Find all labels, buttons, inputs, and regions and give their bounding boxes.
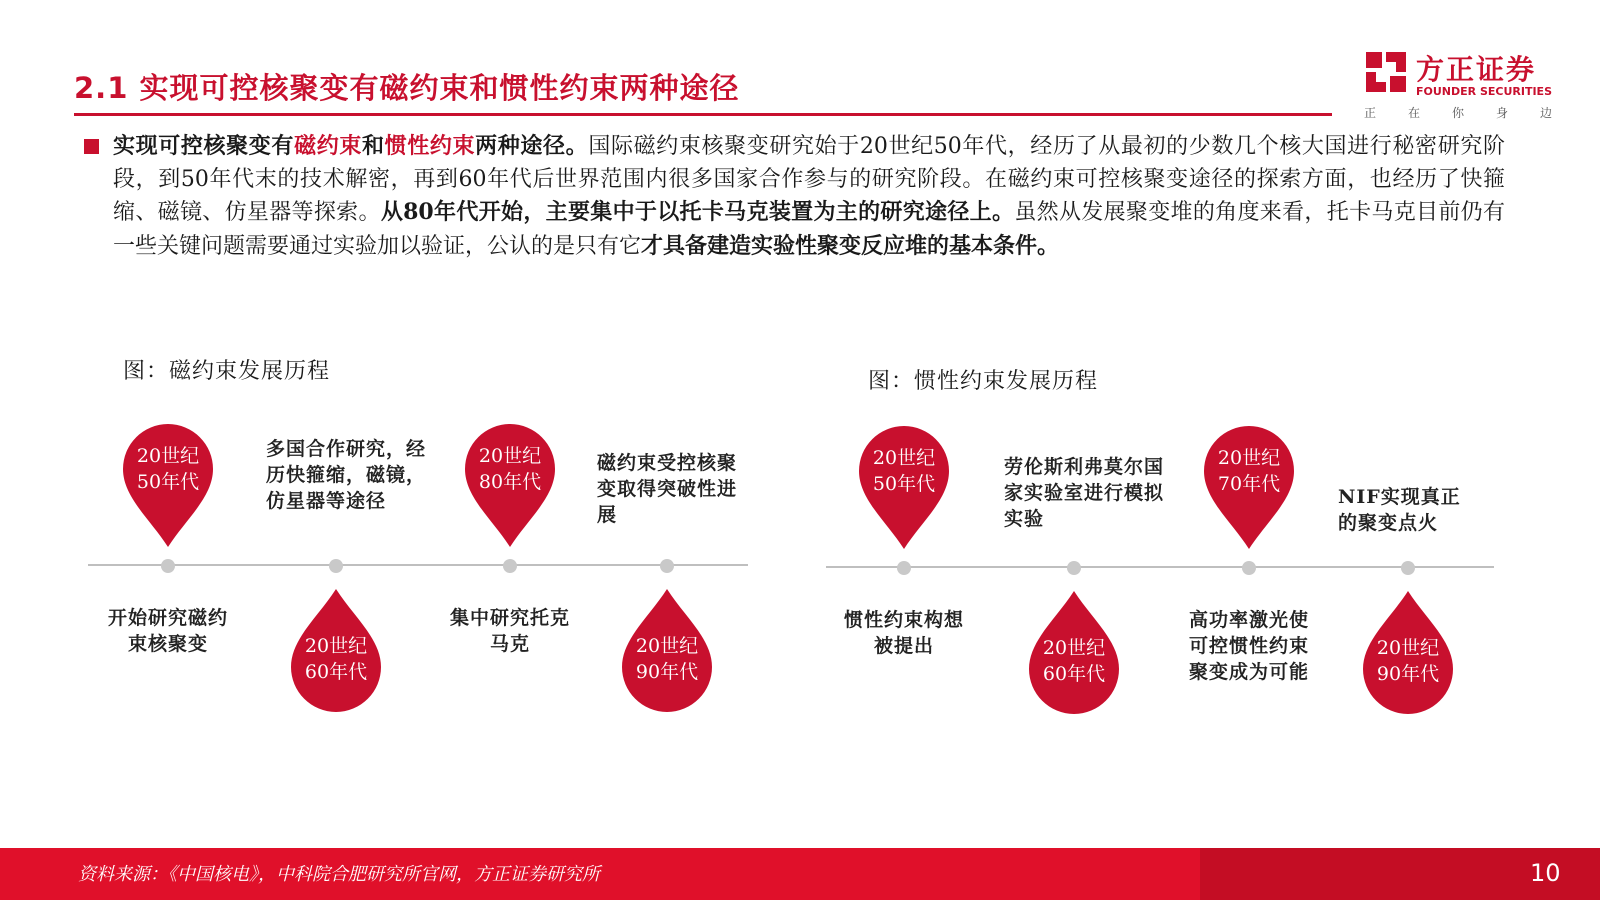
era-label-line: 20世纪 bbox=[136, 445, 200, 467]
figure-caption-inertial: 图：惯性约束发展历程 bbox=[868, 369, 1099, 394]
era-label bbox=[1026, 635, 1122, 687]
era-label bbox=[1201, 445, 1297, 497]
era-label bbox=[120, 443, 216, 495]
timeline-dot bbox=[329, 559, 343, 573]
body-bold-text: 从80年代开始，主要集中于以托卡马克装置为主的研究途径上。 bbox=[380, 199, 1015, 225]
timeline-axis bbox=[826, 566, 1494, 568]
slogan-char: 身 bbox=[1495, 106, 1508, 120]
timeline-dot bbox=[660, 559, 674, 573]
logo-english-name: FOUNDER SECURITIES bbox=[1416, 85, 1552, 98]
era-label-line: 20世纪 bbox=[1376, 637, 1440, 659]
timeline-axis bbox=[88, 564, 748, 566]
timeline-dot bbox=[1067, 561, 1081, 575]
era-drop-marker bbox=[462, 423, 558, 549]
slogan-char: 你 bbox=[1451, 106, 1464, 120]
source-note: 资料来源：《中国核电》，中科院合肥研究所官网，方正证券研究所 bbox=[78, 864, 600, 885]
era-drop-marker bbox=[856, 425, 952, 551]
timeline-dot bbox=[1242, 561, 1256, 575]
founder-logo-icon bbox=[1364, 50, 1408, 94]
era-label-line: 20世纪 bbox=[1217, 447, 1281, 469]
bullet-square-icon bbox=[84, 139, 99, 154]
slogan-char: 正 bbox=[1364, 106, 1377, 120]
era-drop-marker bbox=[120, 423, 216, 549]
lead-highlight-magnetic: 磁约束 bbox=[294, 133, 362, 159]
body-paragraph bbox=[113, 130, 1505, 263]
slogan-char: 边 bbox=[1539, 106, 1552, 120]
era-drop-marker bbox=[619, 587, 715, 713]
era-label-line: 80年代 bbox=[478, 471, 542, 493]
era-drop-marker bbox=[1360, 589, 1456, 715]
milestone-note: NIF实现真正的聚变点火 bbox=[1338, 486, 1461, 534]
era-label-line: 90年代 bbox=[1376, 663, 1440, 685]
lead-text: 两种途径。 bbox=[475, 133, 589, 159]
era-label bbox=[462, 443, 558, 495]
timeline-dot bbox=[897, 561, 911, 575]
era-label-line: 70年代 bbox=[1217, 473, 1281, 495]
title-underline bbox=[74, 113, 1332, 116]
figure-caption-magnetic: 图：磁约束发展历程 bbox=[123, 359, 331, 384]
era-label-line: 50年代 bbox=[872, 473, 936, 495]
milestone-note: 磁约束受控核聚变取得突破性进展 bbox=[597, 452, 738, 526]
era-drop-marker bbox=[1026, 589, 1122, 715]
era-label-line: 50年代 bbox=[136, 471, 200, 493]
page-title: 2.1 实现可控核聚变有磁约束和惯性约束两种途径 bbox=[74, 71, 740, 105]
era-label-line: 90年代 bbox=[635, 661, 699, 683]
milestone-note: 多国合作研究，经历快箍缩，磁镜，仿星器等途径 bbox=[266, 438, 427, 512]
timeline-dot bbox=[503, 559, 517, 573]
era-label-line: 60年代 bbox=[1042, 663, 1106, 685]
era-label-line: 20世纪 bbox=[1042, 637, 1106, 659]
era-label-line: 20世纪 bbox=[635, 635, 699, 657]
lead-text: 实现可控核聚变有 bbox=[113, 133, 295, 159]
page-number: 10 bbox=[1530, 859, 1561, 887]
era-drop-marker bbox=[288, 587, 384, 713]
era-label bbox=[856, 445, 952, 497]
era-label-line: 20世纪 bbox=[478, 445, 542, 467]
milestone-note: 惯性约束构想被提出 bbox=[843, 609, 964, 657]
milestone-note: 集中研究托克马克 bbox=[449, 607, 570, 655]
company-logo bbox=[1364, 44, 1564, 124]
era-label bbox=[619, 633, 715, 685]
logo-name: 方正证券 bbox=[1416, 53, 1537, 86]
milestone-note: 高功率激光使可控惯性约束聚变成为可能 bbox=[1188, 609, 1309, 683]
milestone-note: 开始研究磁约束核聚变 bbox=[107, 607, 228, 655]
era-drop-marker bbox=[1201, 425, 1297, 551]
body-bold-text: 才具备建造实验性聚变反应堆的基本条件。 bbox=[641, 232, 1060, 259]
lead-text: 和 bbox=[361, 133, 385, 159]
era-label bbox=[1360, 635, 1456, 687]
timeline-dot bbox=[1401, 561, 1415, 575]
body-text: 国际磁约束核聚变研究始于20世纪50年代，经历了从最初的少数几个核大国进行秘密研究阶段，到50年代末的技术解密，再到60年代后世界范围内很多国家合作参与的研究阶段。在磁约束可控核聚变途径的探索方面，也经历了快箍缩、磁镜、仿星器等探索。 bbox=[113, 134, 1505, 225]
era-label-line: 20世纪 bbox=[304, 635, 368, 657]
era-label-line: 20世纪 bbox=[872, 447, 936, 469]
era-label-line: 60年代 bbox=[304, 661, 368, 683]
logo-slogan bbox=[1364, 104, 1552, 121]
slogan-char: 在 bbox=[1407, 106, 1420, 120]
milestone-note: 劳伦斯利弗莫尔国家实验室进行模拟实验 bbox=[1004, 456, 1165, 530]
timeline-dot bbox=[161, 559, 175, 573]
era-label bbox=[288, 633, 384, 685]
lead-highlight-inertial: 惯性约束 bbox=[384, 133, 476, 159]
body-text: 虽然从发展聚变堆的角度来看，托卡马克目前仍有一些关键问题需要通过实验加以验证，公认的是只有它 bbox=[113, 200, 1505, 259]
